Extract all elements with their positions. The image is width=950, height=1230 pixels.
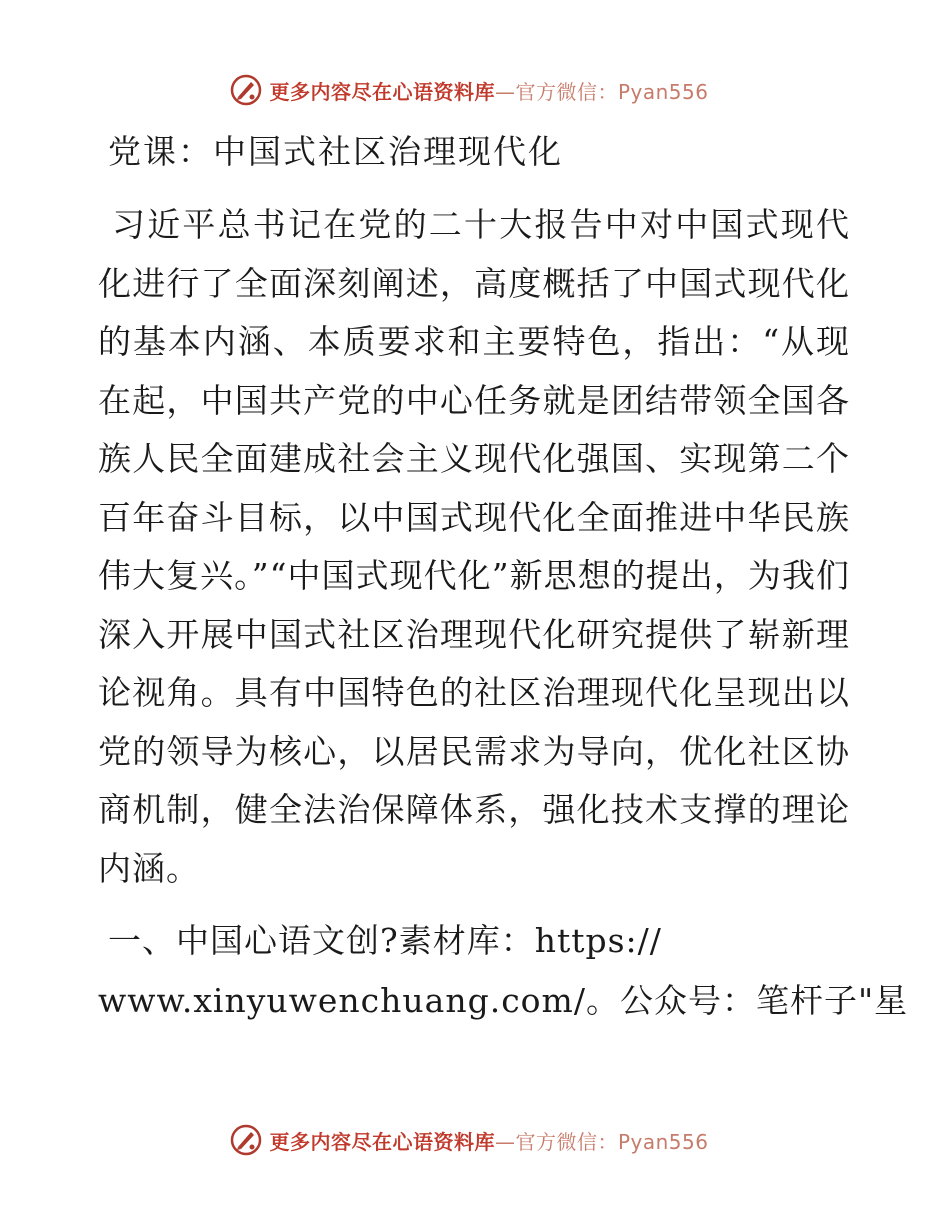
footer-banner: [0, 1120, 950, 1160]
section-heading-line-1: 一、中国心语文创?素材库：https://: [108, 921, 662, 960]
banner-text: 更多内容尽在心语资料库—官方微信：Pyan556: [269, 79, 709, 104]
page-title: 党课：中国式社区治理现代化: [108, 132, 563, 171]
banner-text: 更多内容尽在心语资料库—官方微信：Pyan556: [269, 1129, 709, 1154]
section-heading-line-2: www.xinyuwenchuang.com/。公众号：笔杆子"星: [98, 981, 909, 1020]
body-paragraph: 习近平总书记在党的二十大报告中对中国式现代化进行了全面深刻阐述，高度概括了中国式现代化的基本内涵、本质要求和主要特色，指出：“从现在起，中国共产党的中心任务就是团结带领全国各族人民全面建成社会主义现代化强国、实现第二个百年奋斗目标，以中国式现代化全面推进中华民族伟大复兴。”“中国式现代化”新思想的提出，为我们深入开展中国式社区治理现代化研究提供了崭新理论视角。具有中国特色的社区治理现代化呈现出以党的领导为核心，以居民需求为导向，优化社区协商机制，健全法治保障体系，强化技术支撑的理论内涵。: [98, 205, 850, 888]
logo-icon: [229, 1123, 263, 1157]
logo-icon: [229, 73, 263, 107]
header-banner: [0, 70, 950, 110]
